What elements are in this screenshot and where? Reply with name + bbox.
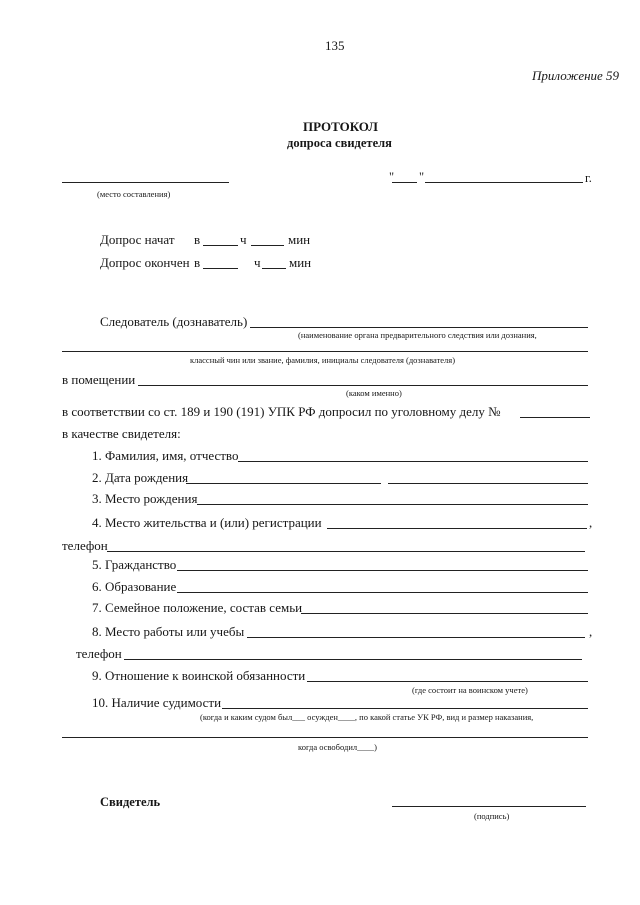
start-prefix: в [194,232,201,247]
field-full-name-line[interactable] [238,461,588,462]
phone-line-2[interactable] [124,659,582,660]
field-criminal-record-caption-1: (когда и каким судом был___ осужден____, по какой статье УК РФ, вид и размер наказания, [200,712,534,722]
field-birth-place-label: 3. Место рождения [92,491,198,506]
field-birth-date-line-2[interactable] [388,483,588,484]
room-line[interactable] [138,385,588,386]
investigator-caption-1: (наименование органа предварительного следствия или дознания, [298,330,537,340]
start-min-abbr: мин [288,232,311,247]
place-caption: (место составления) [97,189,171,199]
date-month-line[interactable] [425,182,583,183]
start-hour-abbr: ч [240,232,247,247]
field-military-caption: (где состоит на воинском учете) [412,685,528,695]
capacity-text: в качестве свидетеля: [62,426,181,441]
field-birth-date-label: 2. Дата рождения [92,470,189,485]
end-label: Допрос окончен [100,255,190,270]
date-day-line[interactable] [392,182,417,183]
field-citizenship-line[interactable] [177,570,588,571]
field-criminal-record-line[interactable] [222,708,588,709]
date-year-suffix: г. [585,171,592,185]
field-education-line[interactable] [177,592,588,593]
start-min-line[interactable] [251,245,284,246]
accordance-text: в соответствии со ст. 189 и 190 (191) УПК РФ допросил по уголовному делу № [62,404,501,419]
phone-label-2: телефон [76,646,122,661]
end-hour-abbr: ч [254,255,261,270]
document-title: ПРОТОКОЛ [303,119,378,134]
end-min-line[interactable] [262,268,286,269]
end-min-abbr: мин [289,255,312,270]
field-work-comma: , [589,624,593,639]
case-number-line[interactable] [520,417,590,418]
end-hour-line[interactable] [203,268,238,269]
investigator-caption-2: классный чин или звание, фамилия, инициалы следователя (дознавателя) [190,355,456,365]
phone-label-1: телефон [62,538,108,553]
field-residence-label: 4. Место жительства и (или) регистрации [92,515,322,530]
field-birth-place-line[interactable] [197,504,588,505]
appendix-label: Приложение 59 [532,68,620,83]
investigator-line[interactable] [250,327,588,328]
field-criminal-record-line-2[interactable] [62,737,588,738]
field-birth-date-line[interactable] [186,483,381,484]
field-full-name-label: 1. Фамилия, имя, отчество [92,448,239,463]
phone-line-1[interactable] [107,551,585,552]
page-number: 135 [325,38,345,53]
field-education-label: 6. Образование [92,579,177,594]
field-criminal-record-caption-2: когда освободил____) [298,742,377,752]
date-quote-close: " [419,170,425,184]
field-citizenship-label: 5. Гражданство [92,557,177,572]
document-subtitle: допроса свидетеля [287,136,392,150]
field-family-line[interactable] [301,613,588,614]
field-residence-line[interactable] [327,528,587,529]
room-caption: (каком именно) [346,388,402,398]
field-criminal-record-label: 10. Наличие судимости [92,695,222,710]
date-quote-open: " [389,170,395,184]
field-family-label: 7. Семейное положение, состав семьи [92,600,303,615]
field-military-label: 9. Отношение к воинской обязанности [92,668,306,683]
place-line[interactable] [62,182,229,183]
start-label: Допрос начат [100,232,175,247]
field-residence-comma: , [589,515,593,530]
start-hour-line[interactable] [203,245,238,246]
field-work-label: 8. Место работы или учебы [92,624,245,639]
end-prefix: в [194,255,201,270]
room-label: в помещении [62,372,136,387]
field-work-line[interactable] [247,637,585,638]
signature-line[interactable] [392,806,586,807]
investigator-label: Следователь (дознаватель) [100,314,248,329]
witness-label: Свидетель [100,795,161,809]
investigator-line-2[interactable] [62,351,588,352]
field-military-line[interactable] [307,681,588,682]
signature-caption: (подпись) [474,811,510,821]
